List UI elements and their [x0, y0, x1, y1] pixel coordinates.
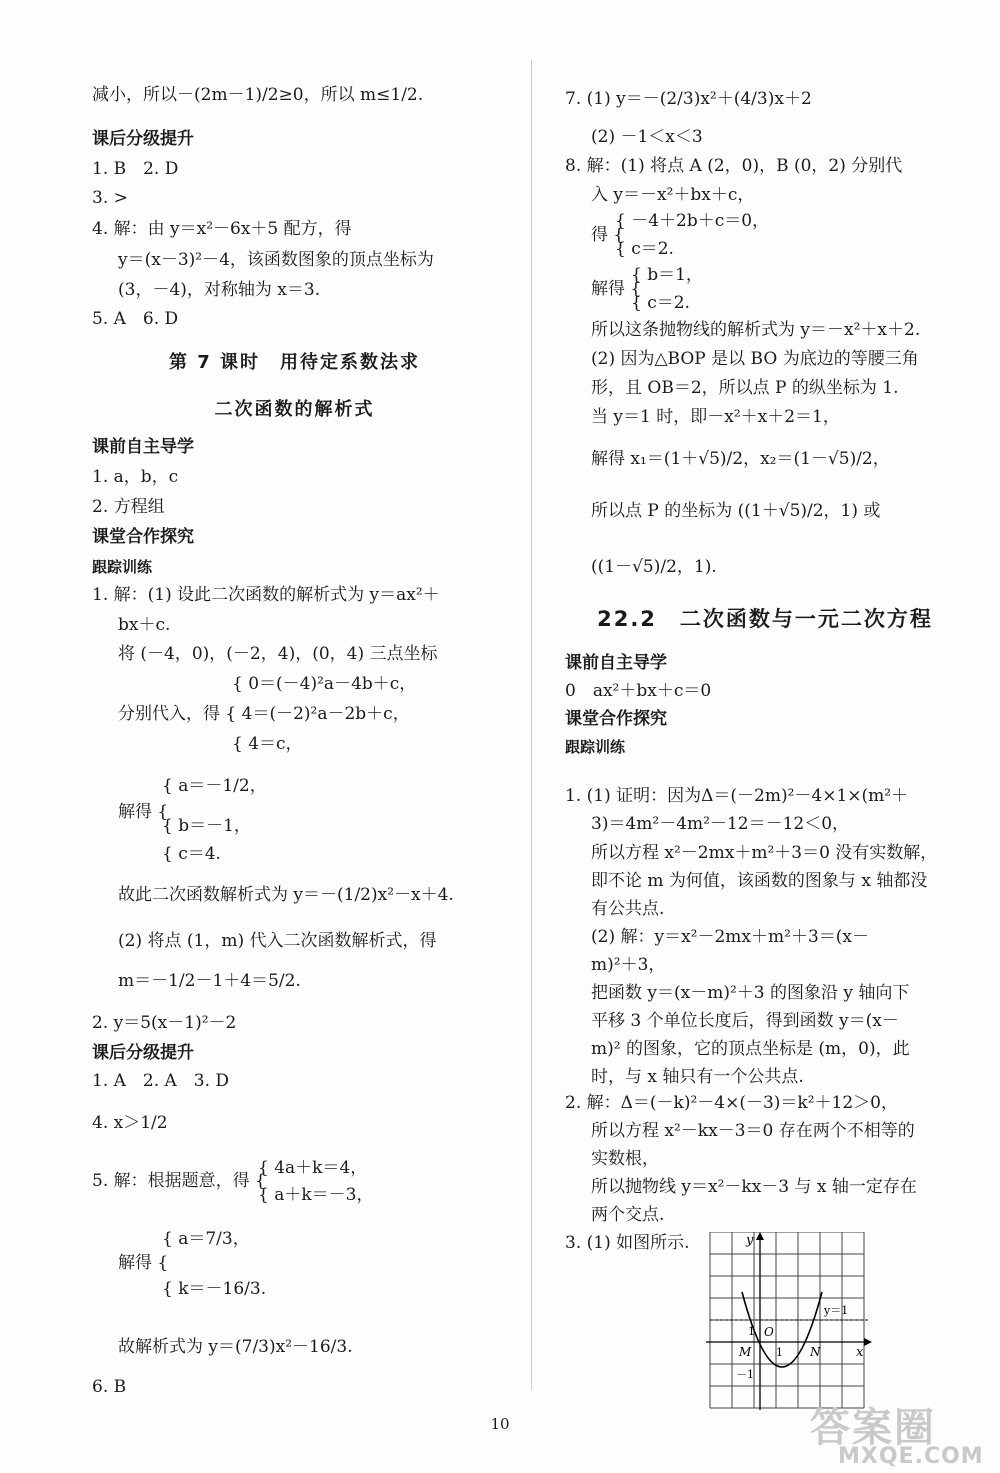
x-axis-arrow	[864, 1338, 872, 1346]
right-text-line: 1. (1) 证明：因为Δ＝(－2m)²－4×1×(m²＋	[565, 786, 909, 806]
left-text-line: { 0＝(－4)²a－4b＋c，	[232, 674, 417, 694]
right-text-line: 得 {	[591, 225, 625, 245]
left-text-line: { a＝7/3，	[162, 1229, 250, 1249]
left-text-line: 3. >	[92, 188, 128, 208]
right-text-line: (2) 因为△BOP 是以 BO 为底边的等腰三角	[591, 349, 919, 369]
left-text-line: 第 7 课时 用待定系数法求	[168, 352, 421, 373]
right-text-line: 所以这条抛物线的解析式为 y＝－x²＋x＋2.	[591, 320, 921, 340]
tick-label-1-x: 1	[776, 1346, 783, 1359]
y-axis-label: y	[746, 1233, 754, 1248]
right-text-line: 入 y＝－x²＋bx＋c，	[591, 185, 755, 205]
left-text-line: 减小，所以－(2m－1)/2≥0，所以 m≤1/2.	[92, 85, 424, 105]
right-text-line: 有公共点.	[591, 899, 665, 919]
right-text-line: 所以方程 x²－2mx＋m²＋3＝0 没有实数解，	[591, 843, 938, 863]
right-text-line: { c＝2.	[631, 293, 690, 313]
right-text-line: 7. (1) y＝－(2/3)x²＋(4/3)x＋2	[565, 89, 812, 109]
left-text-line: { 4＝c，	[232, 734, 303, 754]
left-text-line: { a＋k＝－3，	[258, 1185, 374, 1205]
left-text-line: 解得 {	[118, 802, 169, 822]
right-text-line: 即不论 m 为何值，该函数的图象与 x 轴都没	[591, 871, 928, 891]
parabola-graph	[706, 1232, 876, 1412]
left-text-line: 1. 解：(1) 设此二次函数的解析式为 y＝ax²＋	[92, 585, 440, 605]
left-text-line: (2) 将点 (1，m) 代入二次函数解析式，得	[118, 931, 437, 951]
right-text-line: 跟踪训练	[565, 738, 626, 756]
watermark-logo: 答案圈	[810, 1405, 936, 1451]
right-text-line: 8. 解：(1) 将点 A (2，0)，B (0，2) 分别代	[565, 156, 903, 176]
tick-label-neg1: －1	[736, 1368, 754, 1381]
right-text-line: 形，且 OB＝2，所以点 P 的纵坐标为 1.	[591, 378, 899, 398]
left-text-line: 故解析式为 y＝(7/3)x²－16/3.	[118, 1337, 353, 1357]
right-text-line: 0 ax²＋bx＋c＝0	[565, 681, 712, 701]
right-text-line: { －4＋2b＋c＝0，	[615, 211, 770, 231]
column-divider	[531, 60, 532, 1390]
left-text-line: 分别代入，得 { 4＝(－2)²a－2b＋c，	[118, 704, 410, 724]
left-text-line: bx＋c.	[118, 615, 171, 635]
point-n-label: N	[810, 1345, 821, 1359]
right-text-line: 解得 x₁＝(1＋√5)/2，x₂＝(1－√5)/2，	[591, 449, 890, 469]
left-text-line: 课后分级提升	[92, 129, 194, 149]
left-text-line: { b＝－1，	[162, 816, 251, 836]
right-text-line: 课堂合作探究	[565, 709, 667, 729]
right-text-line: 3)＝4m²－4m²－12＝－12＜0，	[591, 814, 850, 834]
right-text-line: 2. 解：Δ＝(－k)²－4×(－3)＝k²＋12＞0，	[565, 1093, 898, 1113]
left-text-line: m＝－1/2－1＋4＝5/2.	[118, 971, 301, 991]
left-text-line: 故此二次函数解析式为 y＝－(1/2)x²－x＋4.	[118, 885, 454, 905]
right-text-line: 两个交点.	[591, 1205, 665, 1225]
right-text-line: ((1－√5)/2，1).	[591, 557, 717, 577]
right-text-line: 3. (1) 如图所示.	[565, 1233, 690, 1253]
right-text-line: m)²＋3，	[591, 955, 666, 975]
watermark-site: MXQE.COM	[838, 1444, 984, 1469]
right-text-line: 时，与 x 轴只有一个公共点.	[591, 1067, 804, 1087]
left-text-line: 将 (－4，0)，(－2，4)，(0，4) 三点坐标	[118, 644, 438, 664]
left-text-line: 4. 解：由 y＝x²－6x＋5 配方，得	[92, 219, 352, 239]
right-text-line: (2) －1＜x＜3	[591, 127, 703, 147]
left-text-line: 1. B 2. D	[92, 159, 179, 179]
left-text-line: 4. x＞1/2	[92, 1113, 168, 1133]
left-text-line: 二次函数的解析式	[214, 399, 375, 420]
right-text-line: m)² 的图象，它的顶点坐标是 (m，0)，此	[591, 1039, 910, 1059]
right-text-line: { c＝2.	[615, 239, 674, 259]
right-text-line: { b＝1，	[631, 265, 703, 285]
left-text-line: 1. A 2. A 3. D	[92, 1071, 230, 1091]
left-text-line: 1. a，b，c	[92, 467, 179, 487]
left-text-line: 解得 {	[118, 1253, 169, 1273]
right-text-line: 解得 {	[591, 279, 642, 299]
left-text-line: { c＝4.	[162, 844, 221, 864]
right-text-line: (2) 解：y＝x²－2mx＋m²＋3＝(x－	[591, 927, 869, 947]
y-axis-arrow	[756, 1232, 764, 1240]
left-text-line: y＝(x－3)²－4，该函数图象的顶点坐标为	[118, 250, 434, 270]
right-text-line: 课前自主导学	[565, 653, 667, 673]
right-text-line: 所以抛物线 y＝x²－kx－3 与 x 轴一定存在	[591, 1177, 917, 1197]
point-m-label: M	[739, 1345, 752, 1359]
left-text-line: 课堂合作探究	[92, 527, 194, 547]
left-text-line: { 4a＋k＝4，	[258, 1158, 368, 1178]
left-text-line: 2. y＝5(x－1)²－2	[92, 1013, 237, 1033]
tick-label-1-y: 1	[748, 1325, 755, 1338]
left-text-line: 5. 解：根据题意，得 {	[92, 1171, 266, 1191]
left-text-line: { k＝－16/3.	[162, 1279, 267, 1299]
right-text-line: 所以方程 x²－kx－3＝0 存在两个不相等的	[591, 1121, 915, 1141]
origin-label: O	[764, 1325, 774, 1339]
right-text-line: 当 y＝1 时，即－x²＋x＋2＝1，	[591, 407, 840, 427]
left-text-line: { a＝－1/2，	[162, 776, 267, 796]
left-text-line: 课后分级提升	[92, 1043, 194, 1063]
right-text-line: 实数根，	[591, 1149, 659, 1169]
left-text-line: 5. A 6. D	[92, 309, 179, 329]
right-text-line: 把函数 y＝(x－m)²＋3 的图象沿 y 轴向下	[591, 983, 910, 1003]
left-text-line: (3，－4)，对称轴为 x＝3.	[118, 280, 321, 300]
right-text-line: 平移 3 个单位长度后，得到函数 y＝(x－	[591, 1011, 899, 1031]
left-text-line: 跟踪训练	[92, 558, 153, 576]
left-text-line: 6. B	[92, 1377, 127, 1397]
left-text-line: 2. 方程组	[92, 497, 165, 517]
left-text-line: 课前自主导学	[92, 437, 194, 457]
line-y-equals-1-label: y＝1	[824, 1304, 849, 1317]
page-number: 10	[490, 1415, 510, 1433]
right-text-line: 22.2 二次函数与一元二次方程	[597, 607, 933, 631]
x-axis-label: x	[856, 1345, 864, 1360]
right-text-line: 所以点 P 的坐标为 ((1＋√5)/2，1) 或	[591, 501, 881, 521]
